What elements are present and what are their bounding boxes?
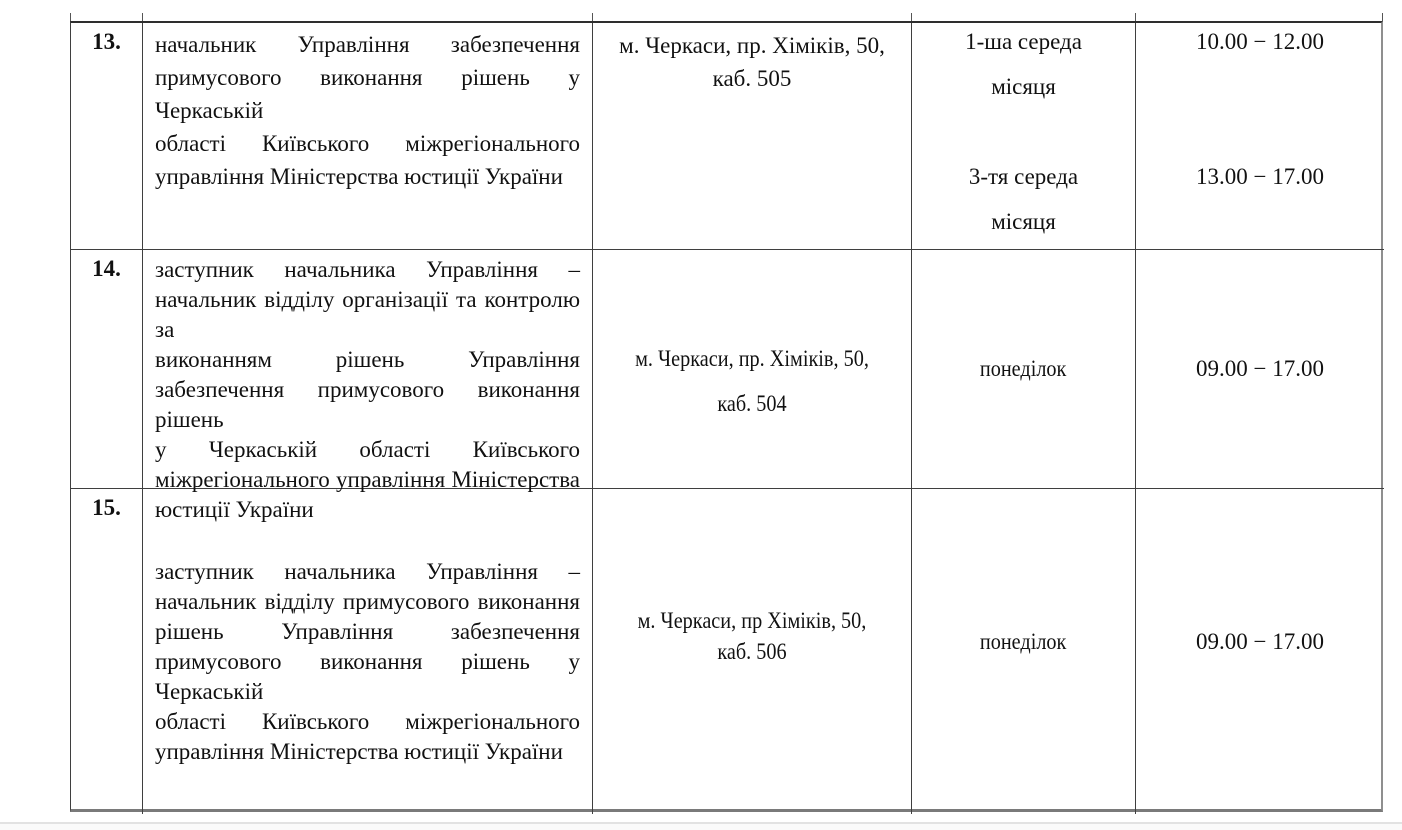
table-continuation-stub [592,13,593,21]
row-number: 13. [71,23,143,250]
address-cell: м. Черкаси, пр. Хіміків, 50, каб. 505 [593,23,912,250]
row-number: 14. [71,250,143,489]
table-continuation-stub [70,13,71,21]
schedule-day-cell: 1-ша середа місяця 3-тя середа місяця [912,23,1136,250]
schedule-day-cell [912,250,1136,489]
schedule-day-text: понеділок [980,356,1067,381]
page-gap-area [0,824,1402,830]
row-number: 15. [71,489,143,814]
reception-hours-table [70,21,1383,812]
position-cell: начальник Управління забезпечення примусового виконання рішень у Черкаській області Київського міжрегіонального управління Міністерства юстиції України [143,23,593,250]
table-continuation-stub [911,13,912,21]
schedule-day-cell [912,489,1136,814]
address-cell: м. Черкаси, пр Хіміків, 50, каб. 506 [593,489,912,814]
table-continuation-stub [1135,13,1136,21]
table-continuation-stub [1382,13,1383,21]
reception-time-cell [1136,250,1384,489]
address-cell: м. Черкаси, пр. Хіміків, 50, каб. 504 [593,250,912,489]
position-cell: заступник начальника Управління – начальник відділу примусового виконання рішень Управління забезпечення примусового виконання рішень у Черкаській області Київського міжрегіонального управління Міністерства юстиції України [143,489,593,814]
reception-time-text: 09.00 − 17.00 [1196,356,1324,381]
reception-time-text: 09.00 − 17.00 [1196,628,1324,654]
reception-time-cell [1136,489,1384,814]
schedule-day-text: понеділок [980,628,1067,654]
position-cell: заступник начальника Управління – начальник відділу організації та контролю за виконанням рішень Управління забезпечення примусового виконання рішень у Черкаській області Київського міжрегіонального управління Міністерства юстиції України [143,250,593,489]
reception-time-cell: 10.00 − 12.00 13.00 − 17.00 [1136,23,1384,250]
table-continuation-stub [142,13,143,21]
